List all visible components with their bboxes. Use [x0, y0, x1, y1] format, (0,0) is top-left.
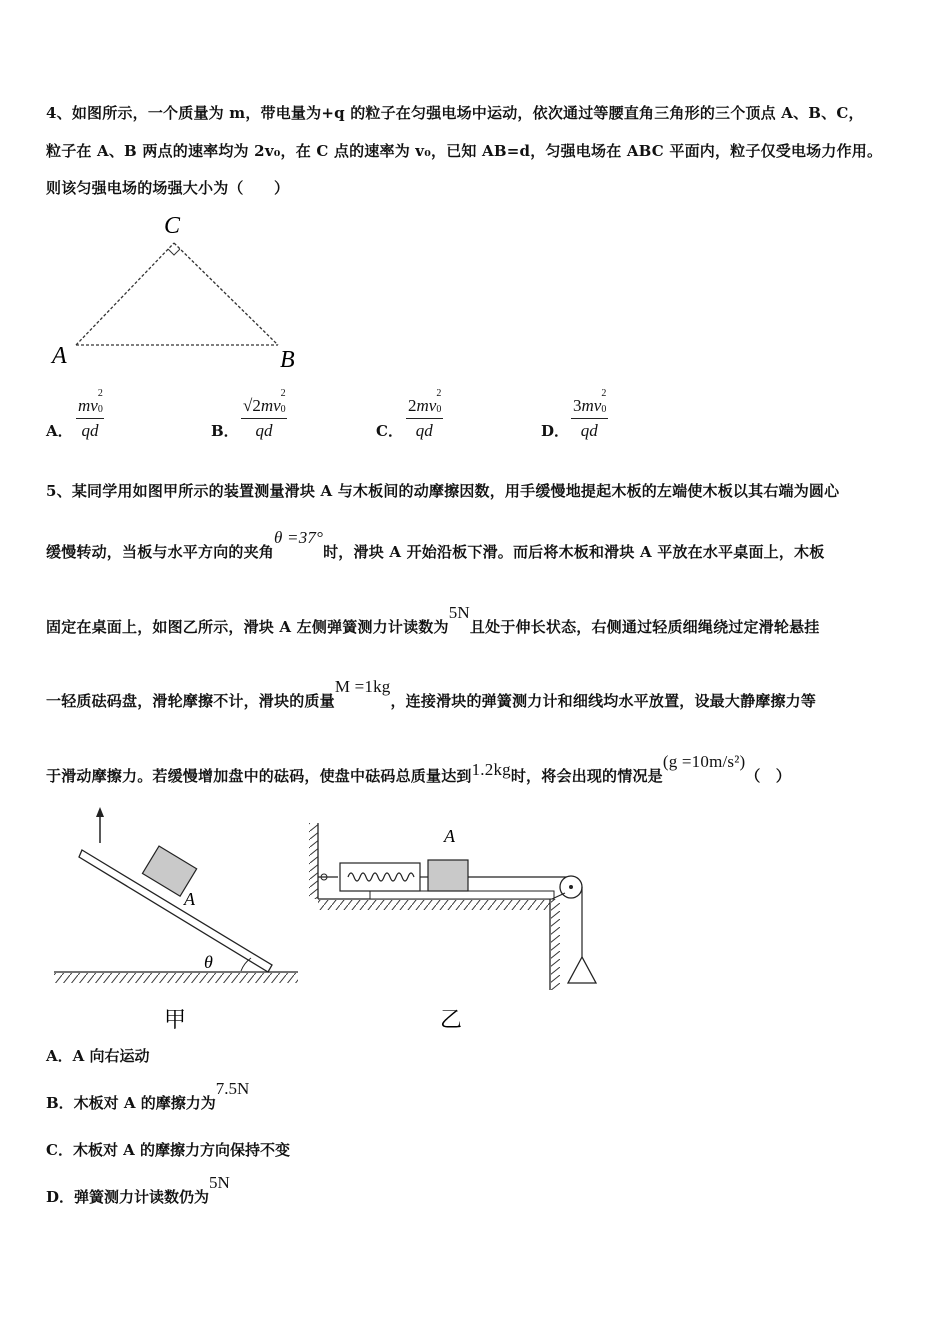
math-g: (g =10m/s²)	[662, 752, 746, 771]
option-label: A．	[46, 422, 73, 440]
block-a	[428, 860, 468, 891]
option-label: D．	[541, 422, 570, 440]
q5-answer-d[interactable]: D．弹簧测力计读数仍为5N	[46, 1173, 230, 1206]
triangle-figure	[40, 205, 330, 380]
block-label-a: A	[444, 826, 455, 846]
q5-answer-c[interactable]: C．木板对 A 的摩擦力方向保持不变	[46, 1141, 291, 1159]
q4-line-1: 4、如图所示，一个质量为 m，带电量为+q 的粒子在匀强电场中运动，依次通过等腰直角三角形的三个顶点 A、B、C，	[46, 104, 864, 122]
right-angle-mark	[168, 249, 180, 255]
ground-hatch	[54, 973, 298, 983]
figure-yi	[300, 815, 610, 1035]
math-7-5n: 7.5N	[215, 1079, 250, 1098]
wood-board	[370, 891, 554, 899]
triangle-side-cb	[174, 243, 278, 345]
q5-line-4: 一轻质砝码盘，滑轮摩擦不计，滑块的质量M =1kg，连接滑块的弹簧测力计和细线均水平放置，设最大静摩擦力等	[46, 677, 817, 710]
option-fraction: 2mv 2 0 qd	[408, 388, 442, 440]
math-5n: 5N	[448, 603, 470, 622]
q4-line-3: 则该匀强电场的场强大小为（ ）	[46, 179, 290, 197]
caption-yi: 乙	[440, 1008, 463, 1033]
block-label-a: A	[184, 889, 195, 909]
vertex-label-b: B	[280, 347, 295, 373]
math-mass: M =1kg	[334, 677, 391, 696]
vertex-label-a: A	[52, 343, 67, 369]
triangle-side-ac	[76, 243, 174, 345]
vertex-label-c: C	[164, 213, 181, 239]
option-label: B．	[211, 422, 239, 440]
math-5n-answer: 5N	[209, 1173, 230, 1192]
math-1-2kg: 1.2kg	[471, 760, 511, 779]
q5-line-5: 于滑动摩擦力。若缓慢增加盘中的砝码，使盘中砝码总质量达到1.2kg时，将会出现的情况是(g =10m/s²)（ ）	[46, 752, 792, 785]
q5-line-1: 5、某同学用如图甲所示的装置测量滑块 A 与木板间的动摩擦因数，用手缓慢地提起木板的左端使木板以其右端为圆心	[46, 482, 840, 500]
q4-options	[46, 388, 746, 448]
caption-jia: 甲	[164, 1008, 187, 1033]
q5-answer-b[interactable]: B．木板对 A 的摩擦力为7.5N	[46, 1079, 250, 1112]
q5-line-3: 固定在桌面上，如图乙所示，滑块 A 左侧弹簧测力计读数为5N且处于伸长状态，右侧通过轻质细绳绕过定滑轮悬挂	[46, 603, 820, 636]
option-fraction: 3mv 2 0 qd	[573, 388, 607, 440]
q5-answer-a[interactable]: A．A 向右运动	[46, 1047, 150, 1065]
option-fraction: mv 2 0 qd	[78, 388, 103, 440]
q4-line-2: 粒子在 A、B 两点的速率均为 2v₀，在 C 点的速率为 v₀，已知 AB=d，匀强电场在 ABC 平面内，粒子仅受电场力作用。	[46, 142, 883, 160]
option-fraction: √2mv 2 0 qd	[243, 388, 286, 440]
angle-label-theta: θ	[204, 952, 213, 972]
q5-line-2: 缓慢转动，当板与水平方向的夹角θ =37°时，滑块 A 开始沿板下滑。而后将木板和滑块 A 平放在水平桌面上，木板	[46, 528, 825, 561]
math-theta: θ =37°	[274, 528, 324, 547]
figure-jia	[46, 805, 306, 1035]
option-label: C．	[376, 422, 403, 440]
weight-pan	[568, 957, 596, 983]
